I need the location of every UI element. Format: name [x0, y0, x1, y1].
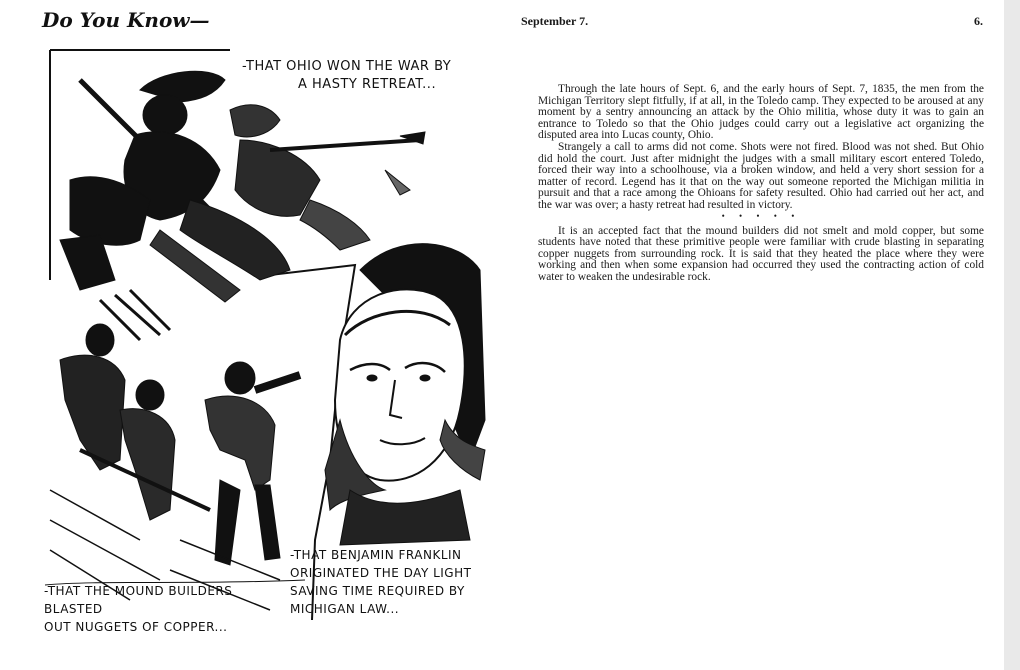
section-separator: • • • • • — [721, 210, 801, 221]
cartoon-illustration — [40, 40, 490, 630]
caption-line: MICHIGAN LAW... — [290, 602, 400, 616]
caption-line: SAVING TIME REQUIRED BY — [290, 584, 465, 598]
caption-line: -THAT BENJAMIN FRANKLIN — [290, 548, 462, 562]
caption-line: OUT NUGGETS OF COPPER... — [44, 620, 228, 634]
caption-line: A HASTY RETREAT... — [298, 77, 437, 92]
page-number: 6. — [974, 14, 983, 28]
article-paragraph: It is an accepted fact that the mound builders did not smelt and mold copper, but some students have noted that these primitive people were familiar with crude blasting in separating copper nuggets from surrounding rock. It is said that they heated the place where they were working and then when some expansion had occurred they used the contracting action of cold water to weaken the undesirable rock. — [538, 224, 984, 283]
caption-line: ORIGINATED THE DAY LIGHT — [290, 566, 472, 580]
article-paragraph: Through the late hours of Sept. 6, and the early hours of Sept. 7, 1835, the men from the Michigan Territory slept fitfully, if at all, in the Toledo camp. They expected to be aroused at any moment by a sentry announcing an attack by the Ohio militia, whose duty it was to gain an entrance to Toledo so that the Ohio judges could carry out a legislative act organizing the disputed area into Lucas county, Ohio. — [538, 83, 984, 142]
caption-line: -THAT THE MOUND BUILDERS BLASTED — [44, 584, 233, 616]
mound-builders-drawing — [45, 290, 305, 610]
benjamin-franklin-portrait — [325, 244, 485, 545]
ohio-retreat-caption — [242, 58, 482, 94]
article-body — [538, 84, 984, 284]
article-paragraph: Strangely a call to arms did not come. Shots were not fired. Blood was not shed. But Ohio did hold the court. Just after midnight the judges with a small military escort entered Toledo, forced their way into a schoolhouse, via a broken window, and held a very short session for a matter of record. Legend has it that on the way out someone reported the Michigan militia in pursuit and that a race among the Ohioans for safety resulted. Ohio had carried out her act, and the war was over; a hasty retreat had resulted in victory. — [538, 140, 984, 211]
mound-builders-caption — [44, 582, 274, 636]
issue-date: September 7. — [521, 14, 589, 28]
franklin-caption — [290, 546, 490, 618]
caption-line: -THAT OHIO WON THE WAR BY — [242, 59, 452, 74]
page-edge — [1004, 0, 1020, 670]
column-title: Do You Know— — [42, 8, 210, 32]
